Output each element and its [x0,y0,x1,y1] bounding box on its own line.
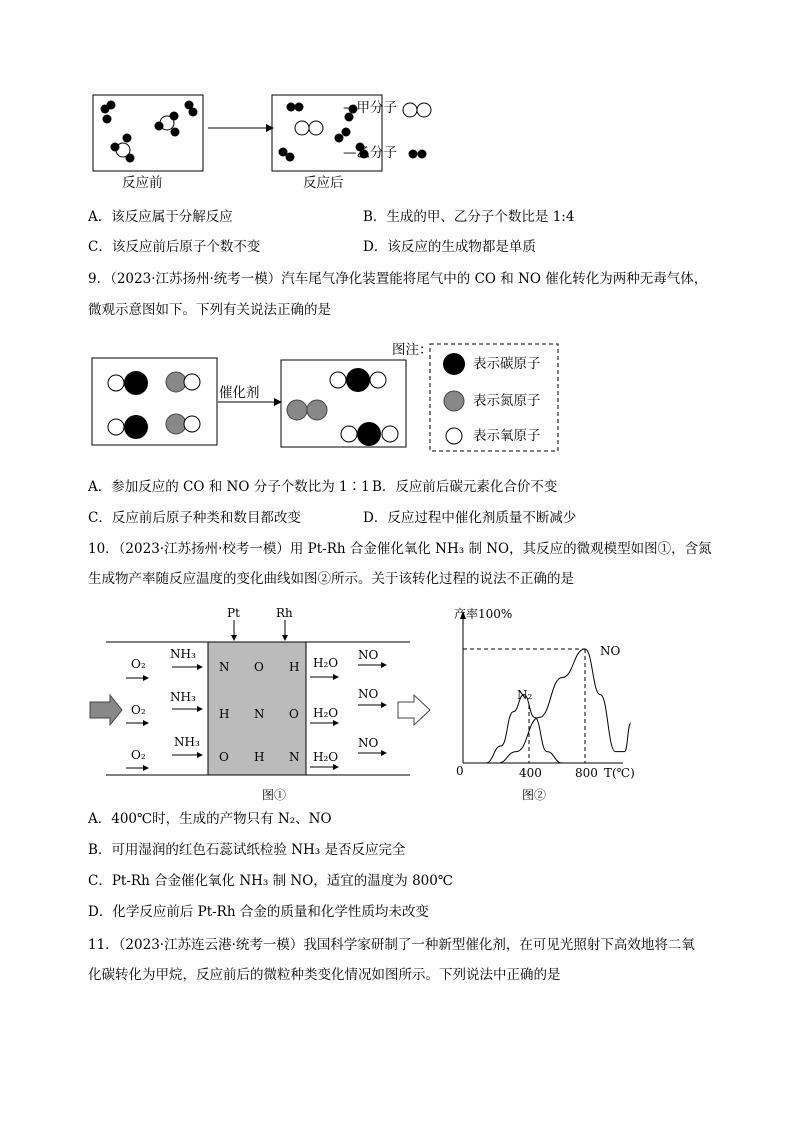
q10-fig2-tick800: 800 [575,766,598,780]
q10-option-c: C．Pt-Rh 合金催化氧化 NH₃ 制 NO，适宜的温度为 800℃ [88,873,453,889]
q10-stem-line1: 10．（2023·江苏扬州·校考一模）用 Pt-Rh 合金催化氧化 NH₃ 制 NO，其反应的微观模型如图①，含氮 [88,541,712,557]
q10-nh3-2: NH₃ [170,690,196,704]
q9-option-b: B．反应前后碳元素化合价不变 [372,479,558,495]
q10-grid-r3c2: H [254,750,265,764]
q9-option-d: D．反应过程中催化剂质量不断减少 [363,510,577,526]
q9-legend-carbon: 表示碳原子 [473,356,541,372]
q10-grid-r2c2: N [254,707,265,721]
q10-grid-r2c3: O [289,707,299,721]
q9-before-molecules [108,371,200,439]
q9-option-a: A．参加反应的 CO 和 NO 分子个数比为 1∶1 [88,479,370,495]
q10-h2o-3: H₂O [313,750,339,764]
q10-option-d: D．化学反应前后 Pt-Rh 合金的质量和化学性质均未改变 [88,904,429,920]
q10-option-a: A．400℃时，生成的产物只有 N₂、NO [88,811,332,827]
q10-o2-2: O₂ [131,703,146,717]
q10-fig2-ylabel: 产率100% [454,607,513,621]
q9-legend-title: 图注： [392,342,433,358]
q8-option-b: B．生成的甲、乙分子个数比是 1:4 [363,209,575,225]
q9-nitrogen-icon [444,391,464,411]
q8-legend-a: —甲分子 [343,100,397,116]
q8-option-c: C．该反应前后原子个数不变 [88,239,261,255]
q10-stem-line2: 生成物产率随反应温度的变化曲线如图②所示。关于该转化过程的说法不正确的是 [88,571,574,587]
q10-no-2: NO [358,687,379,701]
q10-o2-3: O₂ [131,748,146,762]
q9-option-c: C．反应前后原子种类和数目都改变 [88,510,301,526]
q9-legend-oxygen: 表示氧原子 [473,428,541,444]
q10-h2o-1: H₂O [313,656,339,670]
q10-nh3-1: NH₃ [170,647,196,661]
q10-fig2-no-label: NO [600,644,621,658]
q11-stem-line2: 化碳转化为甲烷，反应前后的微粒种类变化情况如图所示。下列说法中正确的是 [88,967,561,983]
q10-grid-r1c2: O [254,660,264,674]
q8-before-label: 反应前 [122,175,163,191]
q10-grid-r1c3: H [289,660,300,674]
q8-option-a: A．该反应属于分解反应 [88,209,233,225]
q9-after-molecules [287,368,398,446]
q8-legend-yi-icon [409,150,418,159]
q10-fig2-xlabel: T(℃) [604,766,635,780]
q9-oxygen-icon [446,428,462,444]
q10-fig2-tick400: 400 [519,766,542,780]
q8-option-d: D．该反应的生成物都是单质 [363,239,536,255]
q10-no-1: NO [358,648,379,662]
q10-no-3: NO [358,736,379,750]
q10-grid-r1c1: N [219,660,230,674]
q8-after-label: 反应后 [303,175,344,191]
q10-grid-r3c3: N [289,750,300,764]
q10-h2o-2: H₂O [313,706,339,720]
q8-legend-b: —乙分子 [343,145,397,161]
q10-n2-curve [486,695,562,763]
q10-fig2-origin: 0 [456,764,464,778]
q10-option-b: B．可用湿润的红色石蕊试纸检验 NH₃ 是否反应完全 [88,842,406,858]
q10-grid-r3c1: O [219,750,229,764]
q10-rh-label: Rh [276,606,293,620]
q11-stem-line1: 11．（2023·江苏连云港·统考一模）我国科学家研制了一种新型催化剂，在可见光照射下高效地将二氧 [88,937,695,953]
q10-o2-1: O₂ [131,657,146,671]
q10-grid-r2c1: H [219,707,230,721]
q9-carbon-icon [443,353,465,375]
q10-fig1-caption: 图① [262,788,287,802]
q8-legend-jia-icon [403,103,417,117]
q9-stem-line2: 微观示意图如下。下列有关说法正确的是 [88,302,331,318]
q9-stem-line1: 9．（2023·江苏扬州·统考一模）汽车尾气净化装置能将尾气中的 CO 和 NO 催化转化为两种无毒气体， [88,271,708,287]
q9-catalyst-label: 催化剂 [219,385,260,401]
q10-pt-label: Pt [227,606,240,620]
q10-fig2-caption: 图② [522,788,547,802]
q8-before-molecules [101,101,198,163]
q10-fig2-n2-label: N₂ [517,688,533,702]
q10-nh3-3: NH₃ [174,735,200,749]
q9-legend-nitrogen: 表示氮原子 [473,393,541,409]
